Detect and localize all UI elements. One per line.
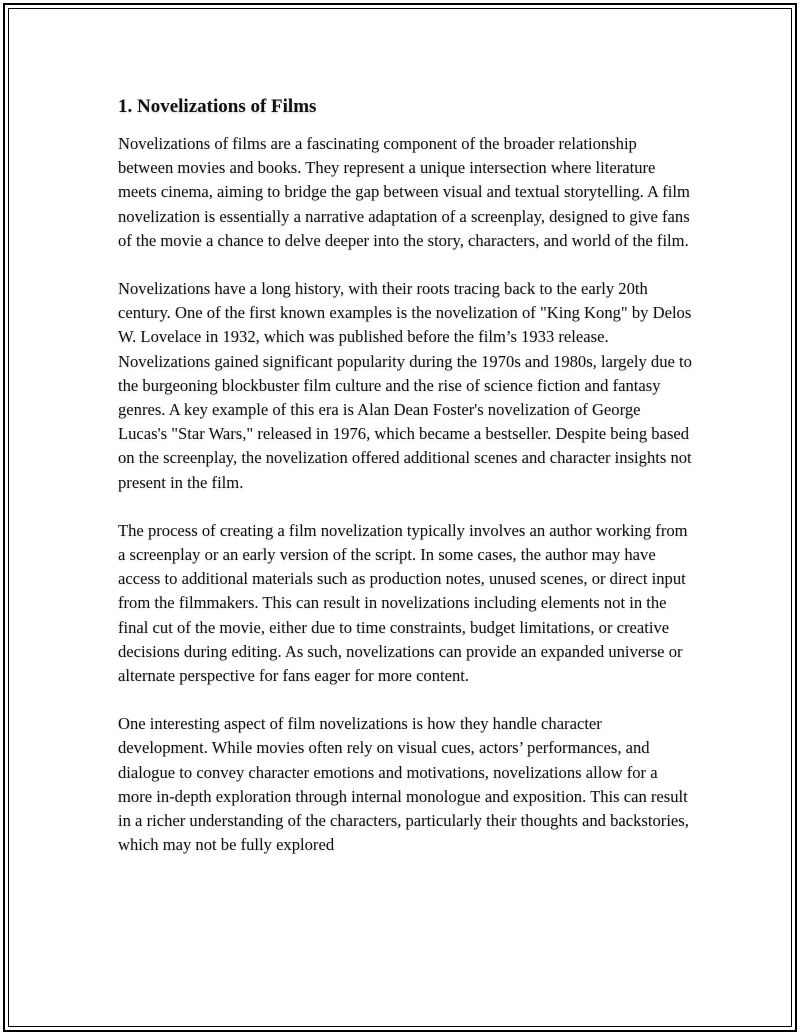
paragraph-3: The process of creating a film novelization typically involves an author working from a screenplay or an early version of the script. In some cases, the author may have access to additional materials such as production notes, unused scenes, or direct input from the filmmakers. This can result in novelizations including elements not in the final cut of the movie, either due to time constraints, budget limitations, or creative decisions during editing. As such, novelizations can provide an expanded universe or alternate perspective for fans eager for more content. bbox=[118, 520, 688, 686]
section-heading: 1. Novelizations of Films bbox=[118, 96, 317, 117]
paragraph-4: One interesting aspect of film novelizations is how they handle character development. While movies often rely on visual cues, actors’ performances, and dialogue to convey character emotions and motivations, novelizations allow for a more in-depth exploration through internal monologue and exposition. This can result in a richer understanding of the characters, particularly their thoughts and backstories, which may not be fully explored bbox=[118, 714, 689, 855]
paragraph-2: Novelizations have a long history, with their roots tracing back to the early 20th century. One of the first known examples is the novelization of "King Kong" by Delos W. Lovelace in 1932, which was published before the film’s 1933 release. Novelizations gained significant popularity during the 1970s and 1980s, largely due to the burgeoning blockbuster film culture and the rise of science fiction and fantasy genres. A key example of this era is Alan Dean Foster's novelization of George Lucas's "Star Wars," released in 1976, which became a bestseller. Despite being based on the screenplay, the novelization offered additional scenes and character insights not present in the film. bbox=[118, 279, 692, 492]
document-body bbox=[118, 94, 693, 881]
paragraph-1: Novelizations of films are a fascinating component of the broader relationship between movies and books. They represent a unique intersection where literature meets cinema, aiming to bridge the gap between visual and textual storytelling. A film novelization is essentially a narrative adaptation of a screenplay, designed to give fans of the movie a chance to delve deeper into the story, characters, and world of the film. bbox=[118, 134, 690, 250]
